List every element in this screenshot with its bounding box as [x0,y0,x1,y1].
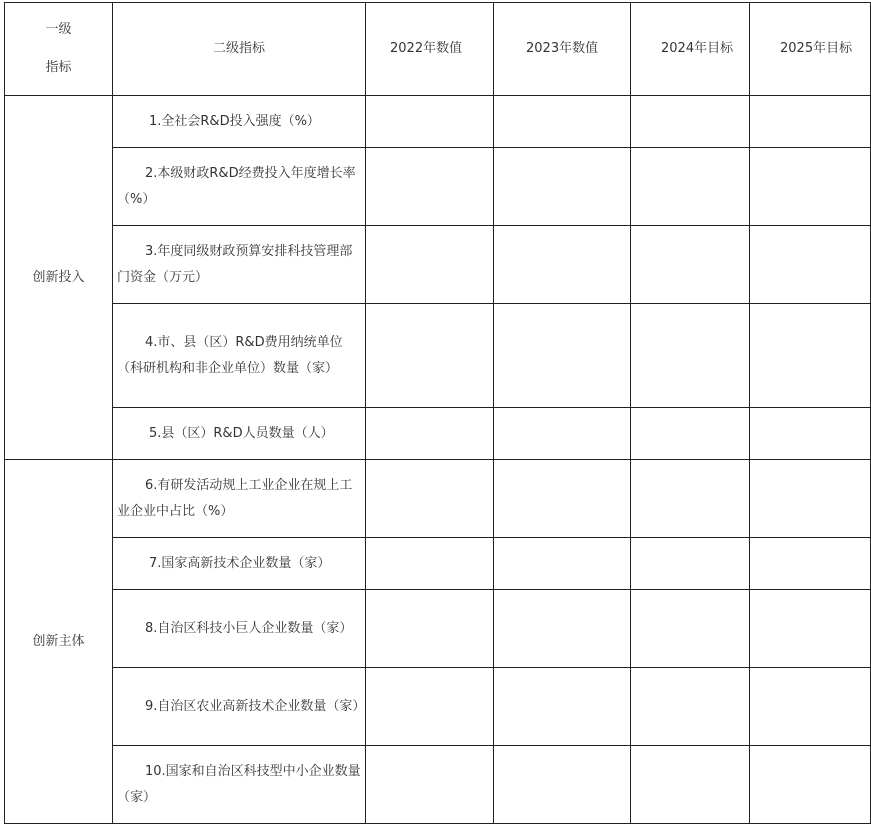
value-cell[interactable] [631,226,750,304]
header-2025-target: 2025年目标 [750,3,871,96]
value-cell[interactable] [750,148,871,226]
value-cell[interactable] [631,590,750,668]
value-cell[interactable] [750,96,871,148]
value-cell[interactable] [631,538,750,590]
value-cell[interactable] [494,746,631,824]
header-level1 [5,3,113,96]
value-cell[interactable] [631,148,750,226]
value-cell[interactable] [366,668,494,746]
value-cell[interactable] [631,408,750,460]
value-cell[interactable] [494,226,631,304]
value-cell[interactable] [631,668,750,746]
value-cell[interactable] [750,460,871,538]
header-2024-target: 2024年目标 [631,3,750,96]
table-row [5,96,871,148]
value-cell[interactable] [631,304,750,408]
value-cell[interactable] [366,460,494,538]
indicator-cell: 4.市、县（区）R&D费用纳统单位（科研机构和非企业单位）数量（家） [113,304,366,408]
indicator-table [4,2,871,824]
value-cell[interactable] [494,148,631,226]
value-cell[interactable] [750,538,871,590]
indicator-cell: 5.县（区）R&D人员数量（人） [113,408,366,460]
group-innovation-entity: 创新主体 [5,460,113,824]
indicator-cell: 8.自治区科技小巨人企业数量（家） [113,590,366,668]
indicator-cell: 3.年度同级财政预算安排科技管理部门资金（万元） [113,226,366,304]
value-cell[interactable] [366,96,494,148]
value-cell[interactable] [494,460,631,538]
value-cell[interactable] [494,408,631,460]
value-cell[interactable] [366,538,494,590]
header-level1-line1: 一级 [45,22,72,37]
value-cell[interactable] [631,746,750,824]
table-row [5,226,871,304]
value-cell[interactable] [366,226,494,304]
value-cell[interactable] [631,96,750,148]
value-cell[interactable] [366,746,494,824]
value-cell[interactable] [366,304,494,408]
value-cell[interactable] [366,590,494,668]
indicator-cell: 7.国家高新技术企业数量（家） [113,538,366,590]
value-cell[interactable] [750,226,871,304]
indicator-cell: 10.国家和自治区科技型中小企业数量（家） [113,746,366,824]
indicator-cell: 6.有研发活动规上工业企业在规上工业企业中占比（%） [113,460,366,538]
indicator-cell: 2.本级财政R&D经费投入年度增长率（%） [113,148,366,226]
indicator-cell: 9.自治区农业高新技术企业数量（家） [113,668,366,746]
value-cell[interactable] [494,590,631,668]
table-row [5,460,871,538]
value-cell[interactable] [494,538,631,590]
value-cell[interactable] [631,460,750,538]
value-cell[interactable] [750,668,871,746]
table-row [5,304,871,408]
value-cell[interactable] [750,408,871,460]
value-cell[interactable] [494,96,631,148]
value-cell[interactable] [366,148,494,226]
table-row [5,538,871,590]
indicator-cell: 1.全社会R&D投入强度（%） [113,96,366,148]
value-cell[interactable] [750,746,871,824]
table-row [5,408,871,460]
header-2022-value: 2022年数值 [366,3,494,96]
value-cell[interactable] [750,304,871,408]
value-cell[interactable] [494,668,631,746]
table-row [5,668,871,746]
value-cell[interactable] [750,590,871,668]
table-row [5,148,871,226]
header-level1-line2: 指标 [45,60,72,75]
table-row [5,590,871,668]
value-cell[interactable] [366,408,494,460]
table-row [5,746,871,824]
header-2023-value: 2023年数值 [494,3,631,96]
table-header-row [5,3,871,96]
value-cell[interactable] [494,304,631,408]
header-level2: 二级指标 [113,3,366,96]
group-innovation-input: 创新投入 [5,96,113,460]
